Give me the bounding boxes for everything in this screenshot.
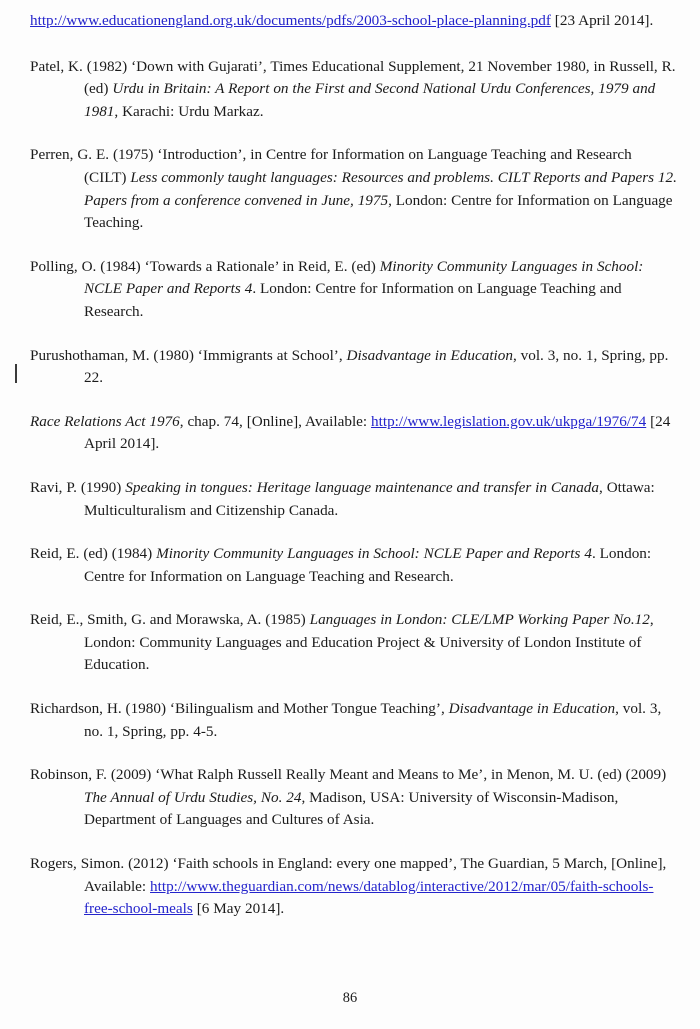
reference-text-tail: , vol. 3, no. 1, Spring, pp. 22.: [84, 346, 669, 387]
reference-title-italic: Speaking in tongues: Heritage language maintenance and transfer in Canada: [125, 478, 599, 496]
reference-entry-robinson-2009: [30, 764, 678, 832]
reference-title-italic: Minority Community Languages in School: NCLE Paper and Reports 4: [84, 257, 644, 298]
reference-text: , chap. 74, [Online], Available:: [179, 412, 372, 430]
reference-entry-education-england: [30, 10, 678, 33]
reference-entry-reid-1984: [30, 543, 678, 588]
reference-title-italic: Minority Community Languages in School: NCLE Paper and Reports 4: [156, 545, 592, 563]
hyperlink-legislation-gov-uk[interactable]: http://www.legislation.gov.uk/ukpga/1976/74: [371, 412, 647, 430]
reference-access-date: [23 April 2014].: [550, 12, 654, 29]
references-list: [30, 10, 678, 942]
reference-title-italic: Less commonly taught languages: Resources and problems. CILT Reports and Papers 12. Papers from a conference convened in June, 1975: [84, 168, 677, 209]
reference-entry-ravi-1990: [30, 477, 678, 522]
reference-text: Robinson, F. (2009) ‘What Ralph Russell Really Meant and Means to Me’, in Menon, M. U. (ed) (2009): [30, 766, 667, 784]
reference-text: Rogers, Simon. (2012) ‘Faith schools in England: every one mapped’, The Guardian, 5 March, [Online], Available:: [30, 855, 667, 895]
reference-text-tail: , vol. 3, no. 1, Spring, pp. 4-5.: [84, 700, 662, 740]
reference-title-italic: Disadvantage in Education: [346, 346, 513, 364]
reference-title-italic: Languages in London: CLE/LMP Working Paper No.12: [309, 611, 650, 629]
page-number: 86: [342, 990, 358, 1006]
reference-access-date: [6 May 2014].: [192, 900, 285, 918]
reference-entry-richardson-1980: [30, 698, 678, 743]
reference-entry-reid-smith-morawska-1985: [30, 609, 678, 677]
reference-text-tail: , London: Centre for Information on Language Teaching.: [84, 191, 673, 232]
hyperlink-theguardian[interactable]: http://www.theguardian.com/news/datablog/interactive/2012/mar/05/faith-schools-free-school-meals: [84, 877, 654, 918]
reference-text: Patel, K. (1982) ‘Down with Gujarati’, Times Educational Supplement, 21 November 1980, in Russell, R. (ed): [30, 57, 676, 98]
revision-change-bar: [15, 364, 17, 383]
reference-access-date: [24 April 2014].: [84, 412, 671, 453]
reference-title-italic: The Annual of Urdu Studies, No. 24: [84, 788, 302, 806]
reference-text-tail: . London: Centre for Information on Language Teaching and Research.: [84, 280, 622, 320]
reference-entry-patel-1982: [30, 56, 678, 124]
reference-title-italic: Urdu in Britain: A Report on the First and Second National Urdu Conferences, 1979 and 1981: [84, 80, 656, 120]
reference-text-tail: , London: Community Languages and Education Project & University of London Institute of Education.: [84, 611, 654, 674]
reference-text-tail: . London: Centre for Information on Language Teaching and Research.: [84, 545, 652, 585]
reference-entry-rogers-2012: [30, 853, 678, 921]
reference-text-tail: , Karachi: Urdu Markaz.: [114, 102, 264, 120]
reference-text-tail: , Ottawa: Multiculturalism and Citizenship Canada.: [84, 478, 655, 519]
reference-text: Polling, O. (1984) ‘Towards a Rationale’ in Reid, E. (ed): [30, 257, 380, 275]
reference-text: Richardson, H. (1980) ‘Bilingualism and Mother Tongue Teaching’,: [30, 700, 449, 718]
reference-title-italic: Race Relations Act 1976: [30, 412, 180, 430]
reference-text: Reid, E., Smith, G. and Morawska, A. (1985): [30, 611, 310, 629]
hyperlink-education-england[interactable]: http://www.educationengland.org.uk/documents/pdfs/2003-school-place-planning.pdf: [30, 12, 551, 29]
reference-text: Purushothaman, M. (1980) ‘Immigrants at School’,: [30, 346, 347, 364]
reference-text: Ravi, P. (1990): [30, 478, 126, 496]
reference-text-tail: , Madison, USA: University of Wisconsin-Madison, Department of Languages and Cultures of Asia.: [84, 788, 619, 829]
reference-entry-polling-1984: [30, 256, 678, 324]
reference-entry-perren-1975: [30, 144, 678, 234]
reference-entry-purushothaman-1980: [30, 345, 678, 390]
reference-text: Perren, G. E. (1975) ‘Introduction’, in Centre for Information on Language Teaching and Research (CILT): [30, 146, 632, 186]
reference-text: Reid, E. (ed) (1984): [30, 545, 157, 563]
reference-entry-race-relations-act-1976: [30, 411, 678, 456]
reference-title-italic: Disadvantage in Education: [448, 700, 616, 718]
